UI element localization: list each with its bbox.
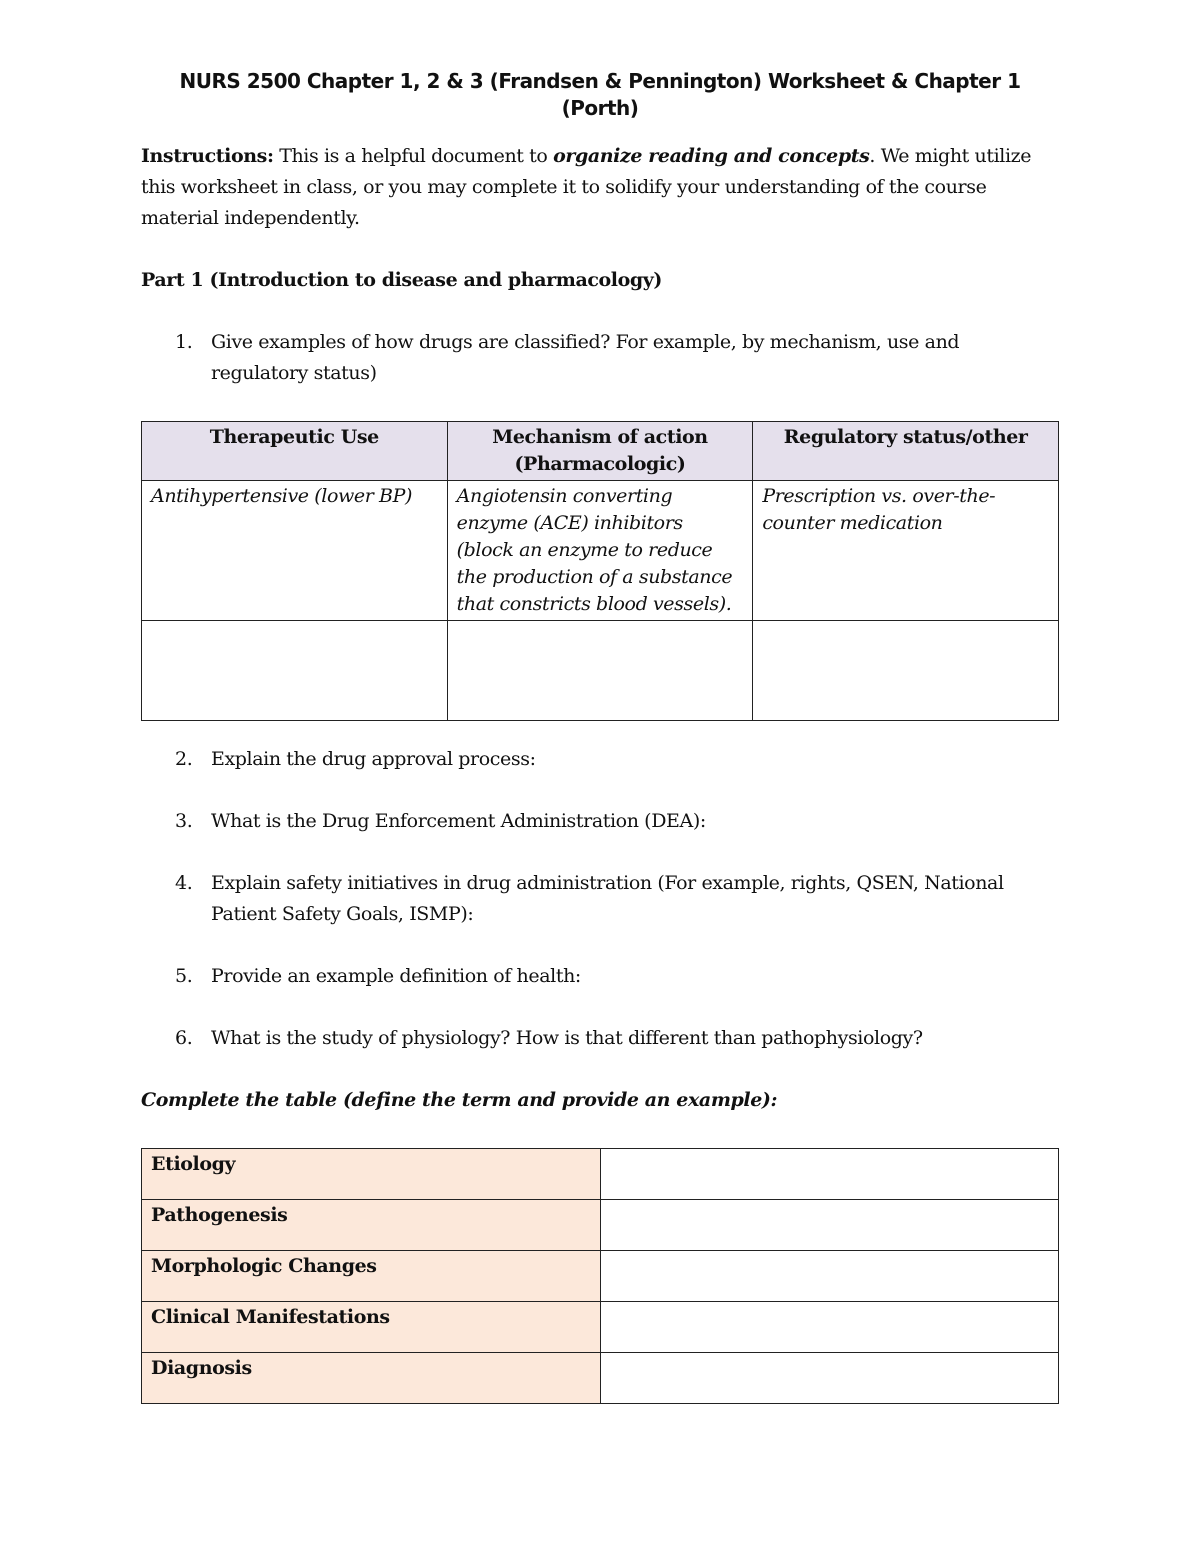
- title-line-1: NURS 2500 Chapter 1, 2 & 3 (Frandsen & Pennington) Worksheet & Chapter 1: [179, 69, 1021, 93]
- table-header-row: [142, 422, 1059, 481]
- table-row: [142, 1353, 1059, 1404]
- answer-cell[interactable]: [601, 1200, 1059, 1251]
- question-number: 5.: [175, 965, 193, 987]
- instructions: [141, 141, 1041, 234]
- complete-table-heading: Complete the table (define the term and provide an example):: [141, 1089, 778, 1111]
- instructions-text-end: . We might utilize this worksheet in class, or you may complete it to solidify your understanding of the course material independently.: [141, 145, 1032, 229]
- question-number: 4.: [175, 872, 193, 894]
- document-title: [140, 68, 1060, 122]
- question-number: 3.: [175, 810, 193, 832]
- table-cell[interactable]: Angiotensin converting enzyme (ACE) inhibitors (block an enzyme to reduce the production of a substance that constricts blood vessels).: [447, 481, 753, 621]
- classification-table: [141, 421, 1059, 721]
- question-text: What is the Drug Enforcement Administration (DEA):: [211, 810, 706, 832]
- term-cell: Pathogenesis: [142, 1200, 601, 1251]
- table-cell-empty[interactable]: [447, 621, 753, 721]
- instructions-emphasis: organize reading and concepts: [553, 145, 870, 167]
- question-number: 1.: [175, 331, 193, 353]
- header-mechanism: Mechanism of action (Pharmacologic): [447, 422, 753, 481]
- answer-cell[interactable]: [601, 1302, 1059, 1353]
- term-cell: Morphologic Changes: [142, 1251, 601, 1302]
- answer-cell[interactable]: [601, 1149, 1059, 1200]
- table-row: [142, 621, 1059, 721]
- question-number: 2.: [175, 748, 193, 770]
- question-text: Provide an example definition of health:: [211, 965, 581, 987]
- term-cell: Diagnosis: [142, 1353, 601, 1404]
- answer-cell[interactable]: [601, 1353, 1059, 1404]
- table-cell-empty[interactable]: [753, 621, 1059, 721]
- term-cell: Etiology: [142, 1149, 601, 1200]
- table-row: [142, 481, 1059, 621]
- question-number: 6.: [175, 1027, 193, 1049]
- table-cell[interactable]: Antihypertensive (lower BP): [142, 481, 448, 621]
- question-text: Explain safety initiatives in drug administration (For example, rights, QSEN, National Patient Safety Goals, ISMP):: [211, 872, 1004, 925]
- instructions-label: Instructions:: [141, 145, 274, 167]
- terms-table: [141, 1148, 1059, 1404]
- part1-heading: Part 1 (Introduction to disease and pharmacology): [141, 269, 663, 291]
- table-row: [142, 1302, 1059, 1353]
- title-line-2: (Porth): [561, 96, 639, 120]
- instructions-text: This is a helpful document to: [273, 145, 554, 167]
- header-regulatory: Regulatory status/other: [753, 422, 1059, 481]
- table-row: [142, 1149, 1059, 1200]
- answer-cell[interactable]: [601, 1251, 1059, 1302]
- table-row: [142, 1200, 1059, 1251]
- table-cell-empty[interactable]: [142, 621, 448, 721]
- term-cell: Clinical Manifestations: [142, 1302, 601, 1353]
- table-cell[interactable]: Prescription vs. over-the-counter medication: [753, 481, 1059, 621]
- question-text: What is the study of physiology? How is that different than pathophysiology?: [211, 1027, 923, 1049]
- question-text: Give examples of how drugs are classified? For example, by mechanism, use and regulatory status): [211, 331, 960, 384]
- table-row: [142, 1251, 1059, 1302]
- header-therapeutic-use: Therapeutic Use: [142, 422, 448, 481]
- question-text: Explain the drug approval process:: [211, 748, 536, 770]
